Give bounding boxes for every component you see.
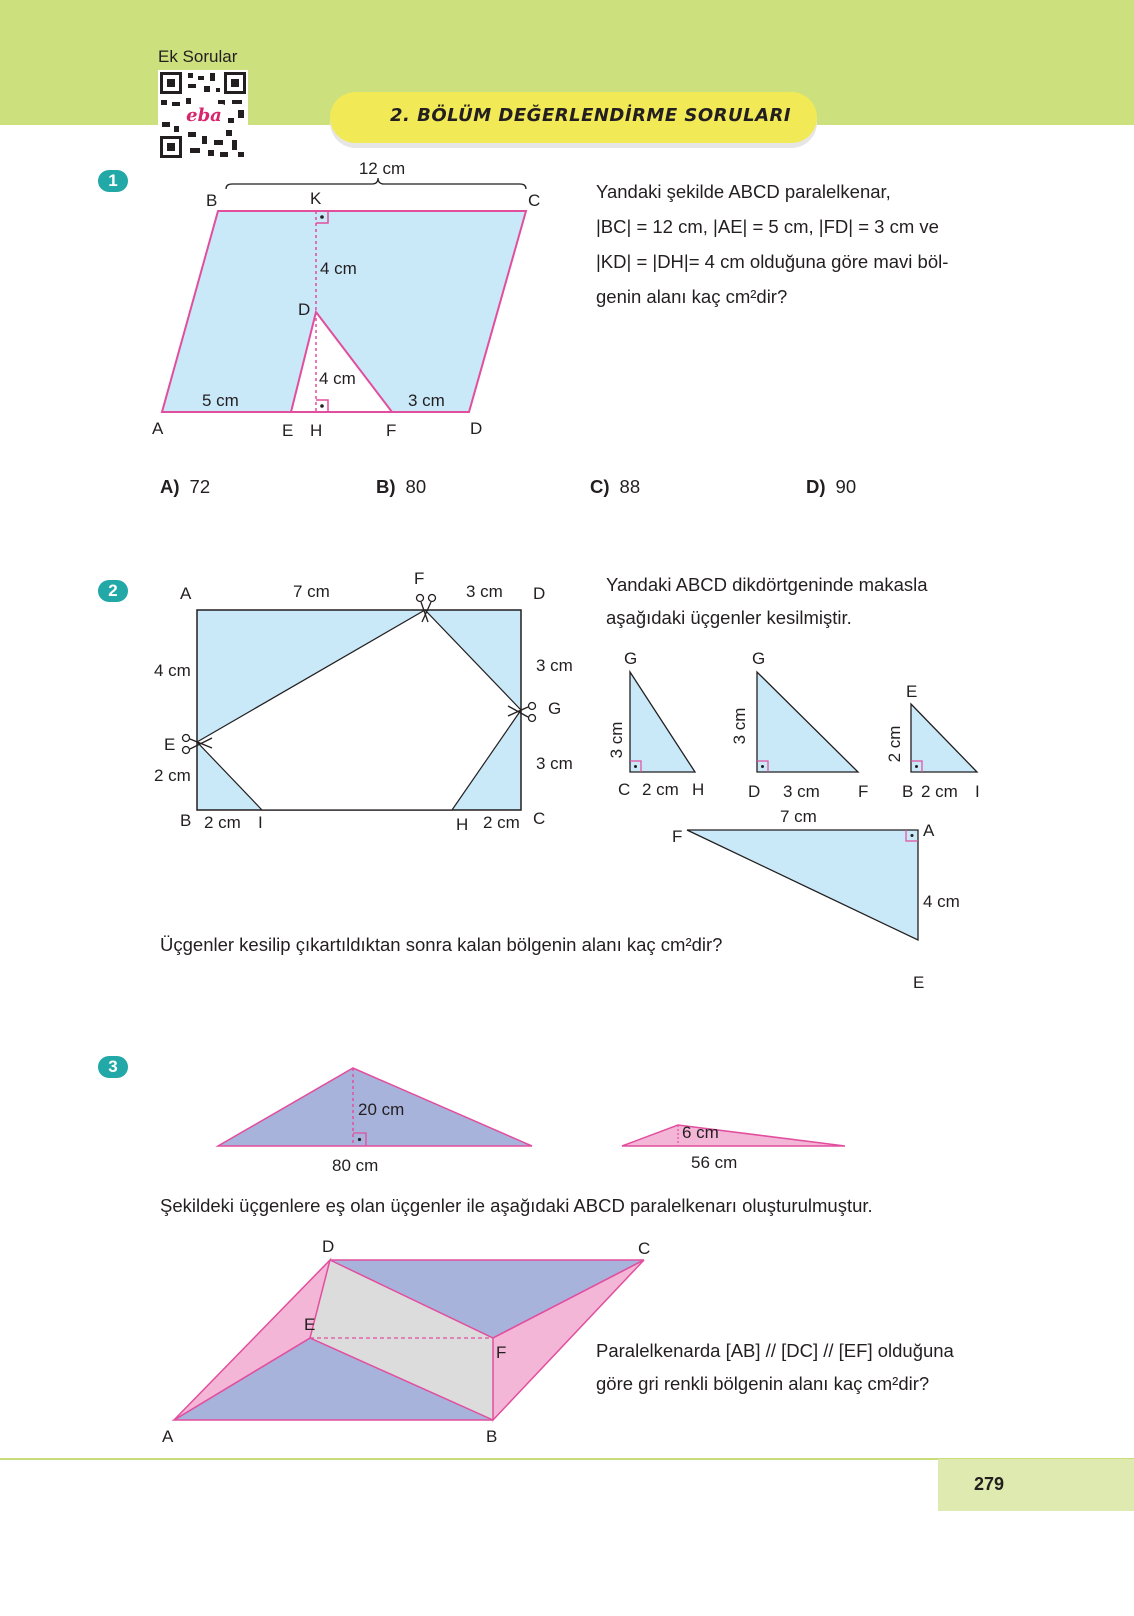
q1-option-a[interactable] xyxy=(160,476,210,498)
q1-label-f: F xyxy=(386,421,397,440)
q3-label-b: B xyxy=(486,1427,498,1446)
q1-label-k: K xyxy=(310,189,322,208)
q1-label-d-inner: D xyxy=(298,300,311,319)
q1-ae-length: 5 cm xyxy=(202,391,239,410)
q2-hc-length: 2 cm xyxy=(483,813,520,832)
q1-label-b: B xyxy=(206,191,218,210)
q2-label-d: D xyxy=(533,584,546,603)
option-letter: A) xyxy=(160,476,180,497)
q1-option-d[interactable] xyxy=(806,476,856,498)
q3-statement: Şekildeki üçgenlere eş olan üçgenler ile aşağıdaki ABCD paralelkenarı oluşturulmuştur. xyxy=(160,1195,873,1216)
q3-label-a: A xyxy=(162,1427,174,1446)
page-number-box xyxy=(938,1459,1134,1511)
q3-small-height: 6 cm xyxy=(682,1123,719,1142)
q3-label-d: D xyxy=(322,1237,335,1256)
q1-text-line: |KD| = |DH|= 4 cm olduğuna göre mavi böl- xyxy=(596,251,949,272)
tri2-label-f: F xyxy=(858,782,869,801)
q2-label-g: G xyxy=(548,699,562,718)
q1-option-b[interactable] xyxy=(376,476,426,498)
option-value: 88 xyxy=(619,476,641,497)
q1-kd-length: 4 cm xyxy=(320,259,357,278)
q2-text-line: aşağıdaki üçgenler kesilmiştir. xyxy=(606,607,852,628)
tri2-label-d: D xyxy=(748,782,761,801)
q3-label-e: E xyxy=(304,1315,316,1334)
section-banner xyxy=(330,92,817,143)
tri1-base: 2 cm xyxy=(642,780,679,799)
q3-big-height: 20 cm xyxy=(358,1100,405,1119)
q3-small-triangle xyxy=(622,1125,845,1146)
tri2-side: 3 cm xyxy=(730,707,749,745)
q2-ae-length: 4 cm xyxy=(154,661,191,680)
tri4-top: 7 cm xyxy=(780,807,817,826)
option-value: 80 xyxy=(405,476,427,497)
q2-question: Üçgenler kesilip çıkartıldıktan sonra kalan bölgenin alanı kaç cm²dir? xyxy=(160,934,723,955)
tri3-label-b: B xyxy=(902,782,914,801)
question-3-badge: 3 xyxy=(98,1056,128,1078)
tri1-label-c: C xyxy=(618,780,631,799)
q1-text-line: Yandaki şekilde ABCD paralelkenar, xyxy=(596,181,891,202)
q1-label-e: E xyxy=(282,421,294,440)
q1-label-d: D xyxy=(470,419,483,438)
section-title: 2. BÖLÜM DEĞERLENDİRME SORULARI xyxy=(390,105,792,126)
tri3-label-i: I xyxy=(975,782,980,801)
q3-text-line: göre gri renkli bölgenin alanı kaç cm²dir? xyxy=(596,1373,930,1394)
q3-small-triangles xyxy=(210,1060,870,1180)
q3-text-line: Paralelkenarda [AB] // [DC] // [EF] olduğuna xyxy=(596,1340,954,1361)
q2-rectangle-figure xyxy=(150,569,573,840)
question-2-badge: 2 xyxy=(98,580,128,602)
q2-dg-length: 3 cm xyxy=(536,656,573,675)
q2-eb-length: 2 cm xyxy=(154,766,191,785)
q1-text xyxy=(596,174,1016,314)
option-letter: B) xyxy=(376,476,396,497)
q2-label-i: I xyxy=(258,813,263,832)
q2-triangle-ebi xyxy=(911,704,977,772)
option-value: 90 xyxy=(835,476,857,497)
tri4-label-e: E xyxy=(913,973,925,992)
q2-fd-length: 3 cm xyxy=(466,582,503,601)
q2-text-line: Yandaki ABCD dikdörtgeninde makasla xyxy=(606,574,928,595)
extra-questions-label: Ek Sorular xyxy=(158,47,238,66)
q2-bi-length: 2 cm xyxy=(204,813,241,832)
tri3-side: 2 cm xyxy=(885,725,904,763)
q3-text xyxy=(596,1334,1016,1400)
q3-small-base: 56 cm xyxy=(691,1153,738,1172)
option-value: 72 xyxy=(189,476,211,497)
tri1-side: 3 cm xyxy=(607,721,626,759)
q2-label-f: F xyxy=(414,569,425,588)
tri2-label-g: G xyxy=(752,649,766,668)
tri4-side: 4 cm xyxy=(923,892,960,911)
option-letter: D) xyxy=(806,476,826,497)
page-number: 279 xyxy=(974,1474,1005,1494)
tri1-label-g: G xyxy=(624,649,638,668)
q1-label-c: C xyxy=(528,191,541,210)
q2-triangle-gch xyxy=(630,672,695,772)
q1-text-line: genin alanı kaç cm²dir? xyxy=(596,286,788,307)
q2-label-e: E xyxy=(164,735,176,754)
q1-dh-length: 4 cm xyxy=(319,369,356,388)
q1-label-h: H xyxy=(310,421,323,440)
q1-option-c[interactable] xyxy=(590,476,640,498)
q2-triangle-gdf xyxy=(757,672,858,772)
qr-code-icon[interactable] xyxy=(158,70,248,160)
q2-text xyxy=(606,568,1006,634)
tri3-label-e: E xyxy=(906,682,918,701)
q2-label-c: C xyxy=(533,809,546,828)
q3-big-base: 80 cm xyxy=(332,1156,379,1175)
eba-logo: eba xyxy=(186,105,222,126)
tri3-base: 2 cm xyxy=(921,782,958,801)
q2-gc-length: 3 cm xyxy=(536,754,573,773)
q1-figure xyxy=(150,160,550,460)
q2-triangle-fae xyxy=(687,830,918,940)
q2-label-a: A xyxy=(180,584,192,603)
q3-label-f: F xyxy=(496,1343,507,1362)
option-letter: C) xyxy=(590,476,610,497)
tri4-label-f: F xyxy=(672,827,683,846)
q1-bc-length: 12 cm xyxy=(358,159,406,178)
q2-af-length: 7 cm xyxy=(293,582,330,601)
tri2-base: 3 cm xyxy=(783,782,820,801)
q1-fd-length: 3 cm xyxy=(408,391,445,410)
question-1-badge: 1 xyxy=(98,170,128,192)
tri1-label-h: H xyxy=(692,780,705,799)
q3-parallelogram-figure xyxy=(160,1236,660,1446)
q1-text-line: |BC| = 12 cm, |AE| = 5 cm, |FD| = 3 cm ve xyxy=(596,216,939,237)
q2-label-b: B xyxy=(180,811,192,830)
q1-label-a: A xyxy=(152,419,164,438)
tri4-label-a: A xyxy=(923,821,935,840)
q3-label-c: C xyxy=(638,1239,651,1258)
q2-label-h: H xyxy=(456,815,469,834)
